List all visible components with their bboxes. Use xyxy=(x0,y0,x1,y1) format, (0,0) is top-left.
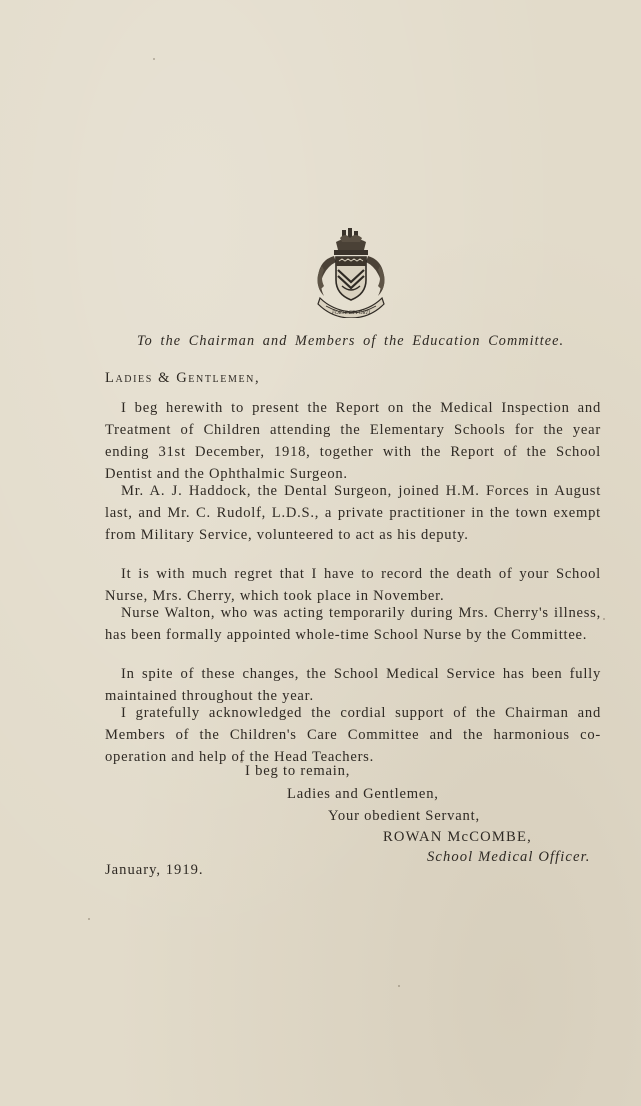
addressee-line: To the Chairman and Members of the Education Committee. xyxy=(137,333,565,349)
greeting: Ladies & Gentlemen, xyxy=(105,370,261,386)
motto-text: FORTE ET FORTI xyxy=(332,311,370,316)
closing-line-salutation: Ladies and Gentlemen, xyxy=(287,786,439,802)
closing-line-remain: I beg to remain, xyxy=(245,763,351,779)
paper-speck xyxy=(88,918,90,920)
paper-speck xyxy=(240,760,243,763)
paragraph-service-maintained: In spite of these changes, the School Medical Service has been fully maintained throughout the year. xyxy=(105,666,601,704)
paragraph-report: I beg herewith to present the Report on the Medical Inspection and Treatment of Children attending the Elementary Schools for the year ending 31st December, 1918, together with the Report of the School Dentist and the Ophthalmic Surgeon. xyxy=(105,400,601,482)
closing-line-servant: Your obedient Servant, xyxy=(328,808,480,824)
letter-date: January, 1919. xyxy=(105,862,204,878)
signature-title: School Medical Officer. xyxy=(427,849,591,865)
coat-of-arms-icon xyxy=(312,226,390,318)
paragraph-nurse-death: It is with much regret that I have to record the death of your School Nurse, Mrs. Cherry, which took place in November. xyxy=(105,566,601,604)
paragraph-dental-surgeon: Mr. A. J. Haddock, the Dental Surgeon, joined H.M. Forces in August last, and Mr. C. Rudolf, L.D.S., a private practitioner in the town exempt from Military Service, volunteered to act as his deputy. xyxy=(105,483,601,543)
paragraph-nurse-appointment: Nurse Walton, who was acting temporarily during Mrs. Cherry's illness, has been formally appointed whole-time School Nurse by the Committee. xyxy=(105,605,601,643)
paper-speck xyxy=(398,985,400,987)
paragraph-acknowledgement: I gratefully acknowledged the cordial support of the Chairman and Members of the Children's Care Committee and the harmonious co-operation and help of the Head Teachers. xyxy=(105,705,601,765)
signature-name: ROWAN McCOMBE, xyxy=(383,829,532,845)
paper-speck xyxy=(153,58,155,60)
paper-speck xyxy=(603,618,605,620)
